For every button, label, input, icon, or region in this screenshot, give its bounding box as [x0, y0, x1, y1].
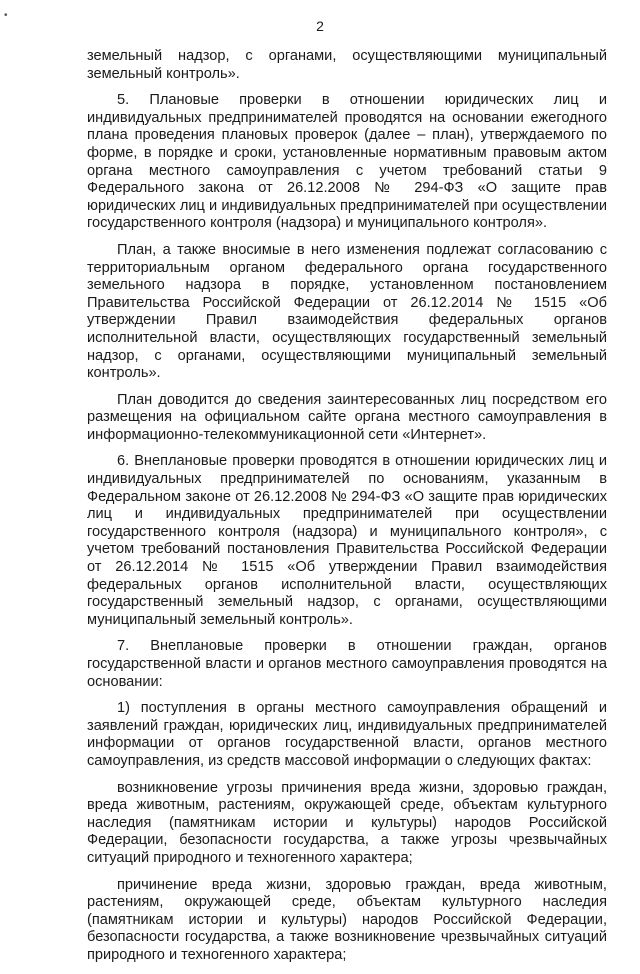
- document-body: [87, 48, 607, 974]
- paragraph-subitem-1: 1) поступления в органы местного самоуправления обращений и заявлений граждан, юридических лиц, индивидуальных предпринимателей информации от органов государственной власти, органов местного самоуправления, из средств массовой информации о следующих фактах:: [87, 700, 607, 769]
- paragraph-continuation: земельный надзор, с органами, осуществляющими муниципальный земельный контроль».: [87, 48, 607, 82]
- paragraph-item-7: 7. Внеплановые проверки в отношении граждан, органов государственной власти и органов местного самоуправления проводятся на основании:: [87, 638, 607, 690]
- paragraph-item-5: 5. Плановые проверки в отношении юридических лиц и индивидуальных предпринимателей проводятся на основании ежегодного плана проведения плановых проверок (далее – план), утверждаемого по форме, в порядке и сроки, установленные нормативным правовым актом органа местного самоуправления с учетом требований статьи 9 Федерального закона от 26.12.2008 № 294-ФЗ «О защите прав юридических лиц и индивидуальных предпринимателей при осуществлении государственного контроля (надзора) и муниципального контроля».: [87, 92, 607, 232]
- paragraph-threat-facts: возникновение угрозы причинения вреда жизни, здоровью граждан, вреда животным, растениям, окружающей среде, объектам культурного наследия (памятникам истории и культуры) народов Российской Федерации, безопасности государства, а также угрозы чрезвычайных ситуаций природного и техногенного характера;: [87, 779, 607, 866]
- paragraph-harm-facts: причинение вреда жизни, здоровью граждан, вреда животным, растениям, окружающей среде, объектам культурного наследия (памятникам истории и культуры) народов Российской Федерации, безопасности государства, а также возникновение чрезвычайных ситуаций природного и техногенного характера;: [87, 876, 607, 963]
- paragraph-item-6: 6. Внеплановые проверки проводятся в отношении юридических лиц и индивидуальных предпринимателей по основаниям, указанным в Федеральном законе от 26.12.2008 № 294-ФЗ «О защите прав юридических лиц и индивидуальных предпринимателей при осуществлении государственного контроля (надзора) и муниципального контроля», с учетом требований постановления Правительства Российской Федерации от 26.12.2014 № 1515 «Об утверждении Правил взаимодействия федеральных органов исполнительной власти, осуществляющих государственный земельный надзор, с органами, осуществляющими муниципальный земельный контроль».: [87, 453, 607, 628]
- scan-corner-mark: •: [4, 10, 8, 21]
- paragraph-plan-approval: План, а также вносимые в него изменения подлежат согласованию с территориальным органом федерального органа государственного земельного надзора в порядке, установленном постановлением Правительства Российской Федерации от 26.12.2014 № 1515 «Об утверждении Правил взаимодействия федеральных органов исполнительной власти, осуществляющих государственный земельный надзор, с органами, осуществляющими муниципальный земельный контроль».: [87, 241, 607, 382]
- page-number: 2: [316, 18, 324, 34]
- paragraph-plan-publication: План доводится до сведения заинтересованных лиц посредством его размещения на официальном сайте органа местного самоуправления в информационно-телекоммуникационной сети «Интернет».: [87, 391, 607, 443]
